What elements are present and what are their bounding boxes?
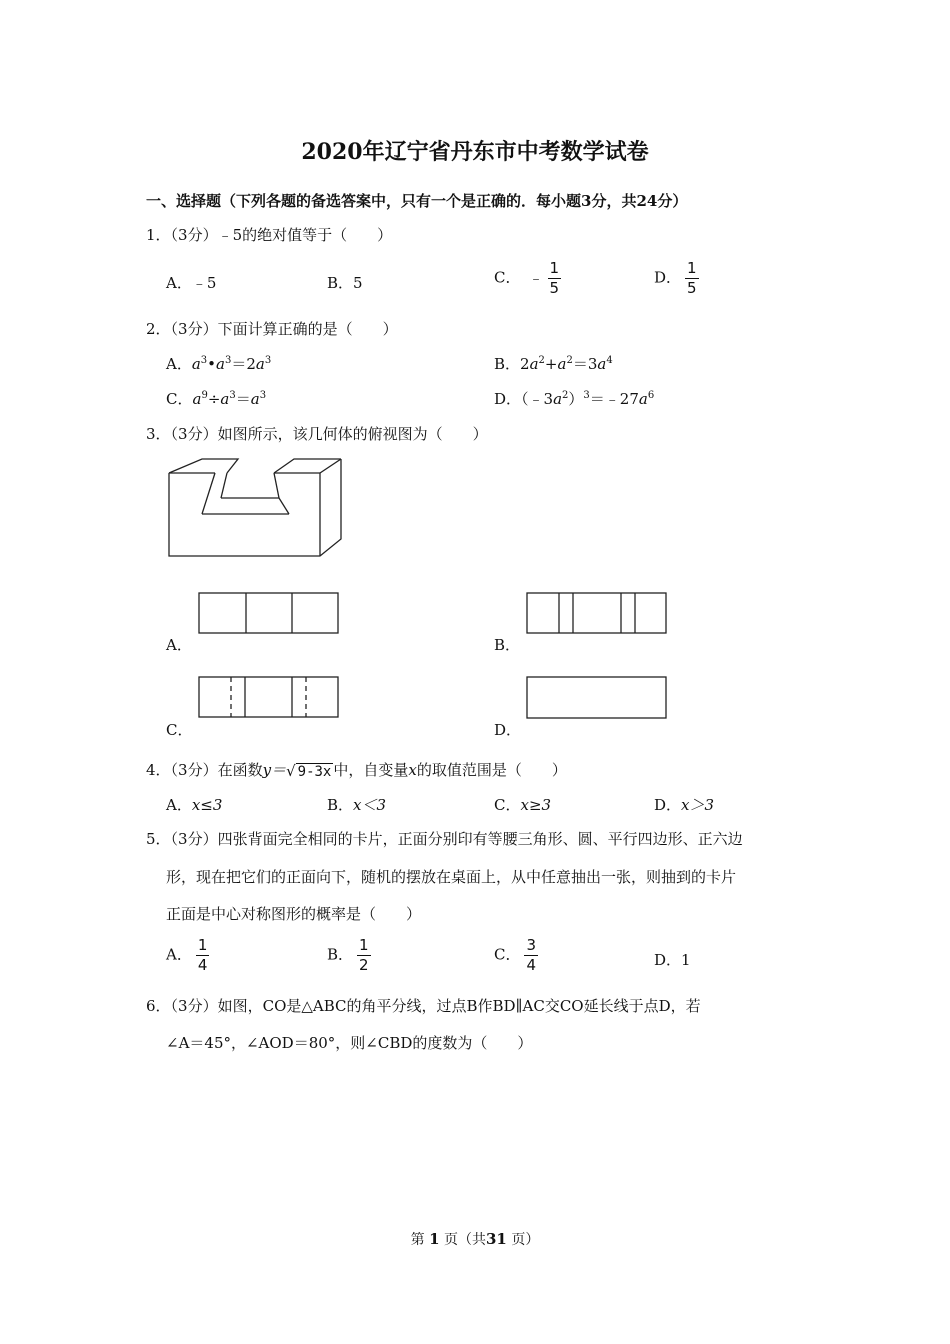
question-number: 2． — [146, 320, 171, 338]
question-1 — [146, 224, 392, 245]
q1-option-a: A．﹣5 — [166, 274, 217, 292]
q5-option-a: A． $\frac{1}{4}$ — [166, 936, 208, 974]
q5-option-b: B． $\frac{1}{2}$ — [327, 936, 369, 974]
q3-option-b-figure — [526, 592, 668, 635]
question-5-line-2: 形，现在把它们的正面向下，随机的摆放在桌面上，从中任意抽出一张，则抽到的卡片 — [166, 868, 737, 886]
question-text: （3分）下面计算正确的是（ ） — [170, 320, 398, 338]
question-4: 4．（3分）在函数y＝ √ 9-3x 中，自变量x的取值范围是（ ） — [146, 761, 567, 780]
q3-option-a-label: A． — [166, 636, 192, 654]
question-6-line-2: ∠A＝45°，∠AOD＝80°，则∠CBD的度数为（ ） — [166, 1034, 533, 1052]
q2-option-a: A．$a^3•a^3=2a^3$ — [166, 355, 272, 373]
q1-option-b: B．5 — [327, 274, 363, 292]
question-text: （3分）如图所示，该几何体的俯视图为（ ） — [170, 425, 488, 443]
question-5: 5．（3分）四张背面完全相同的卡片，正面分别印有等腰三角形、圆、平行四边形、正六边 — [146, 830, 743, 848]
question-number: 1． — [146, 226, 171, 244]
exam-title: 2020年辽宁省丹东市中考数学试卷 — [301, 139, 649, 165]
solid-figure — [166, 456, 346, 560]
q3-option-d-label: D． — [494, 721, 522, 739]
page-number: 1 — [429, 1230, 440, 1248]
fraction: $\frac{3}{4}$ — [526, 936, 537, 974]
question-number: 4． — [146, 761, 171, 779]
q2-option-b: B．$2a^2+a^2=3a^4$ — [494, 355, 613, 373]
q4-option-a: A．x≤3 — [166, 796, 223, 814]
q5-option-c: C． $\frac{3}{4}$ — [494, 936, 537, 974]
question-5-line-3: 正面是中心对称图形的概率是（ ） — [166, 905, 422, 923]
q2-option-c: C．$a^9\div a^3=a^3$ — [166, 390, 267, 408]
q3-option-d-figure — [526, 676, 668, 719]
fraction: $\frac{1}{5}$ — [687, 259, 697, 297]
q3-option-c-figure — [198, 676, 340, 719]
q4-option-c: C．x≥3 — [494, 796, 552, 814]
total-pages: 31 — [486, 1230, 507, 1248]
q1-option-d: D． $\frac{1}{5}$ — [654, 259, 697, 297]
section-heading: 一、选择题（下列各题的备选答案中，只有一个是正确的．每小题3分，共24分） — [146, 192, 688, 210]
q3-option-b-label: B． — [494, 636, 521, 654]
square-root: √ 9-3x — [286, 762, 332, 780]
question-text: （3分）﹣5的绝对值等于（ ） — [170, 226, 393, 244]
q5-option-d: D．1 — [654, 951, 691, 969]
q3-option-c-label: C． — [166, 721, 193, 739]
fraction: $\frac{1}{4}$ — [197, 936, 208, 974]
fraction: $\frac{1}{5}$ — [549, 259, 560, 297]
q1-option-c: C． ﹣ $\frac{1}{5}$ — [494, 259, 560, 297]
q3-option-a-figure — [198, 592, 340, 635]
question-number: 3． — [146, 425, 171, 443]
question-number: 6． — [146, 997, 171, 1015]
question-6: 6．（3分）如图，CO是△ABC的角平分线，过点B作BD∥AC交CO延长线于点D，若 — [146, 997, 701, 1015]
q4-option-d: D．x＞3 — [654, 796, 715, 814]
q4-option-b: B．x＜3 — [327, 796, 387, 814]
question-number: 5． — [146, 830, 171, 848]
q2-option-d: D．$(﹣3a^2)^3=﹣27a^6$ — [494, 390, 655, 408]
question-2 — [146, 318, 398, 339]
page-footer: 第 1 页（共31 页） — [410, 1230, 540, 1248]
question-3 — [146, 423, 488, 444]
fraction: $\frac{1}{2}$ — [359, 936, 369, 974]
